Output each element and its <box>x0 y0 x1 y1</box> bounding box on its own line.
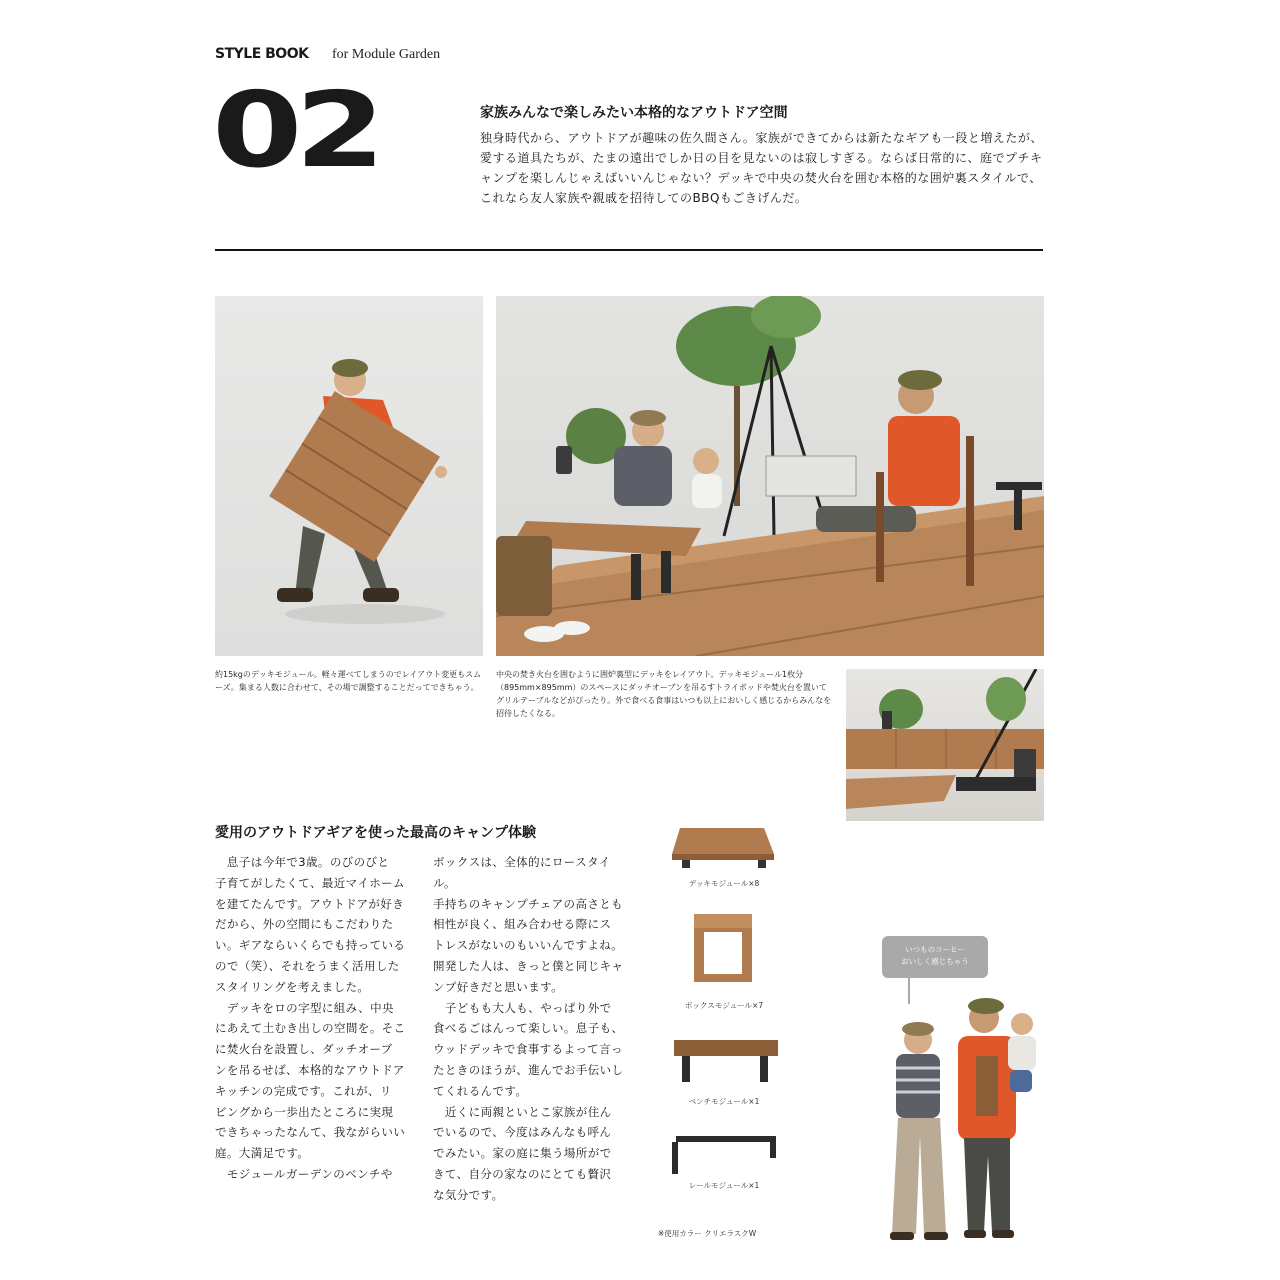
issue-number: 02 <box>212 69 378 191</box>
style-book-subtitle: for Module Garden <box>332 47 441 62</box>
body-column-2: ボックスは、全体的にロースタイル。 手持ちのキャンプチェアの高さとも 相性が良く、組み合わせる際にス トレスがないのもいいんですよね。 開発した人は、きっと僕と同じキャ ンプ好きだと思います。 子どもも大人も、やっぱり外で 食べるごはんって楽しい。息子も、 ウッドデッキで食事するよって言っ たときのほうが、進んでお手伝いし てくれるんです。 近くに両親といとこ家族が住ん でいるので、今度はみんなも呼ん でみたい。家の庭に集う場所がで きて、自分の家なのにとても贅沢 な気分です。 <box>433 855 624 1202</box>
photo-kitchen-detail <box>846 669 1044 821</box>
bench-module-illustration <box>672 1036 780 1086</box>
color-note: ※使用カラー クリエラスクW <box>658 1229 757 1238</box>
lead-title: 家族みんなで楽しみたい本格的なアウトドア空間 <box>480 105 788 121</box>
deck-module-illustration <box>668 824 780 874</box>
photo-carrying-deck <box>215 296 483 656</box>
rail-module-illustration <box>668 1130 780 1176</box>
main-scene-illustration <box>496 296 1044 656</box>
family-photo <box>874 996 1050 1246</box>
bench-module-label: ベンチモジュール×1 <box>688 1097 760 1106</box>
caption-photo-1: 約15kgのデッキモジュール。軽々運べてしまうのでレイアウト変更もスムーズ。集まる人数に合わせて、その場で調整することだってできちゃう。 <box>215 670 482 692</box>
photo-main-scene <box>496 296 1044 656</box>
rail-module-label: レールモジュール×1 <box>688 1181 760 1190</box>
deck-module-label: デッキモジュール×8 <box>688 879 760 888</box>
style-book-brand: STYLE BOOK <box>215 46 309 62</box>
speech-bubble-line-2: おいしく感じちゃう <box>901 957 969 966</box>
divider-rule <box>215 249 1043 251</box>
caption-photo-2: 中央の焚き火台を囲むように囲炉裏型にデッキをレイアウト。デッキモジュール1枚分（895mm×895mm）のスペースにダッチオーブンを吊るすトライポッドや焚火台を置いてグリルテーブルなどがぴったり。外で食べる食事はいつも以上においしく感じるからみんなを招待したくなる。 <box>496 670 832 718</box>
speech-bubble-line-1: いつものコーヒー <box>905 945 965 954</box>
section-title: 愛用のアウトドアギアを使った最高のキャンプ体験 <box>215 825 537 841</box>
box-module-label: ボックスモジュール×7 <box>684 1001 764 1010</box>
lead-body: 独身時代から、アウトドアが趣味の佐久間さん。家族ができてからは新たなギアも一段と増えたが、愛する道具たちが、たまの遠出でしか日の目を見ないのは寂しすぎる。ならば日常的に、庭でプチキャンプを楽しんじゃえばいいんじゃない？デッキで中央の焚火台を囲む本格的な囲炉裏スタイルで、これなら友人家族や親戚を招待してのBBQもごきげんだ。 <box>480 131 1043 205</box>
family-illustration <box>874 996 1050 1246</box>
body-column-1: 息子は今年で3歳。のびのびと 子育てがしたくて、最近マイホーム を建てたんです。アウトドアが好き だから、外の空間にもこだわりた い。ギアならいくらでも持っている ので（笑）、それをうまく活用した スタイリングを考えました。 デッキをロの字型に組み、中央 にあえて土むき出しの空間を。そこ に焚火台を設置し、ダッチオーブ ンを吊るせば、本格的なアウトドア キッチンの完成です。これが、リ ビングから一歩出たところに実現 できちゃったなんて、我ながらいい 庭。大満足です。 モジュールガーデンのベンチや <box>215 855 406 1181</box>
carrying-deck-illustration <box>215 296 483 656</box>
box-module-illustration <box>690 910 756 986</box>
speech-bubble <box>882 936 988 978</box>
kitchen-detail-illustration <box>846 669 1044 821</box>
